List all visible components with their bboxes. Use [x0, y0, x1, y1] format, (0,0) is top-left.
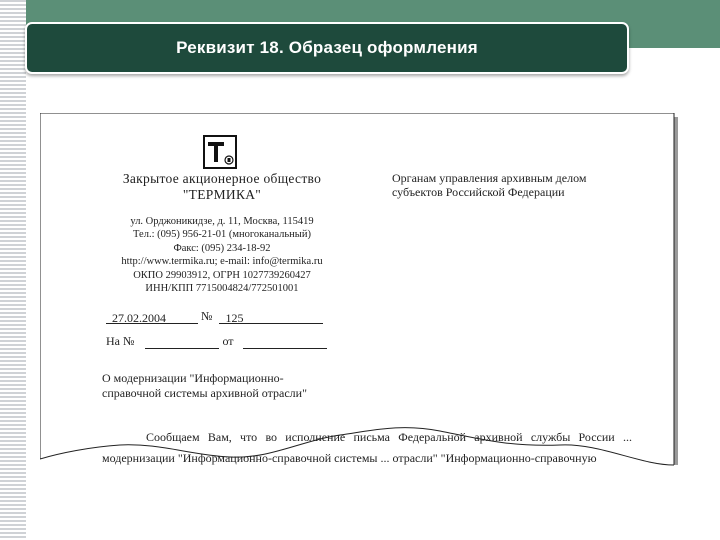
ref-date-blank	[243, 335, 327, 349]
ref-from-label: от	[222, 334, 234, 348]
ref-number-blank	[145, 335, 219, 349]
reg-date: 27.02.2004	[106, 311, 198, 324]
organization-contacts	[100, 215, 344, 295]
recipient-address	[392, 171, 632, 199]
reg-number: 125	[219, 311, 323, 324]
slide-title: Реквизит 18. Образец оформления	[176, 38, 478, 57]
contact-line: Тел.: (095) 956-21-01 (многоканальный)	[133, 229, 311, 241]
subject-line1: О модернизации "Информационно-	[102, 371, 284, 385]
company-logo	[203, 135, 237, 169]
recipient-line2: субъектов Российской Федерации	[392, 185, 565, 199]
contact-line: Факс: (095) 234-18-92	[173, 242, 271, 254]
document-sheet	[40, 113, 678, 503]
slide-title-bar	[25, 22, 629, 74]
contact-line: ОКПО 29903912, ОГРН 1027739260427	[133, 269, 311, 281]
ref-label: На №	[106, 334, 135, 348]
contact-line: ИНН/КПП 7715004824/772501001	[145, 283, 299, 295]
org-name-line2: "ТЕРМИКА"	[182, 187, 262, 202]
reg-number-label: №	[201, 309, 213, 323]
contact-line: ул. Орджоникидзе, д. 11, Москва, 115419	[130, 216, 314, 227]
subject-line2: справочной системы архивной отрасли"	[102, 386, 307, 400]
reference-line	[106, 334, 327, 349]
registration-line	[106, 309, 323, 324]
slide-side-stripes	[0, 0, 26, 540]
org-name-line1: Закрытое акционерное общество	[122, 171, 322, 186]
contact-line: http://www.termika.ru; e-mail: info@termika.ru	[121, 256, 323, 268]
recipient-line1: Органам управления архивным делом	[392, 171, 587, 185]
document-subject	[102, 371, 352, 401]
organization-name	[100, 171, 344, 203]
document-body: Сообщаем Вам, что во исполнение письма Федеральной архивной службы России ... модернизации "Информационно-справочной системы ... отрасли" "Информационно-справочную	[102, 430, 632, 465]
